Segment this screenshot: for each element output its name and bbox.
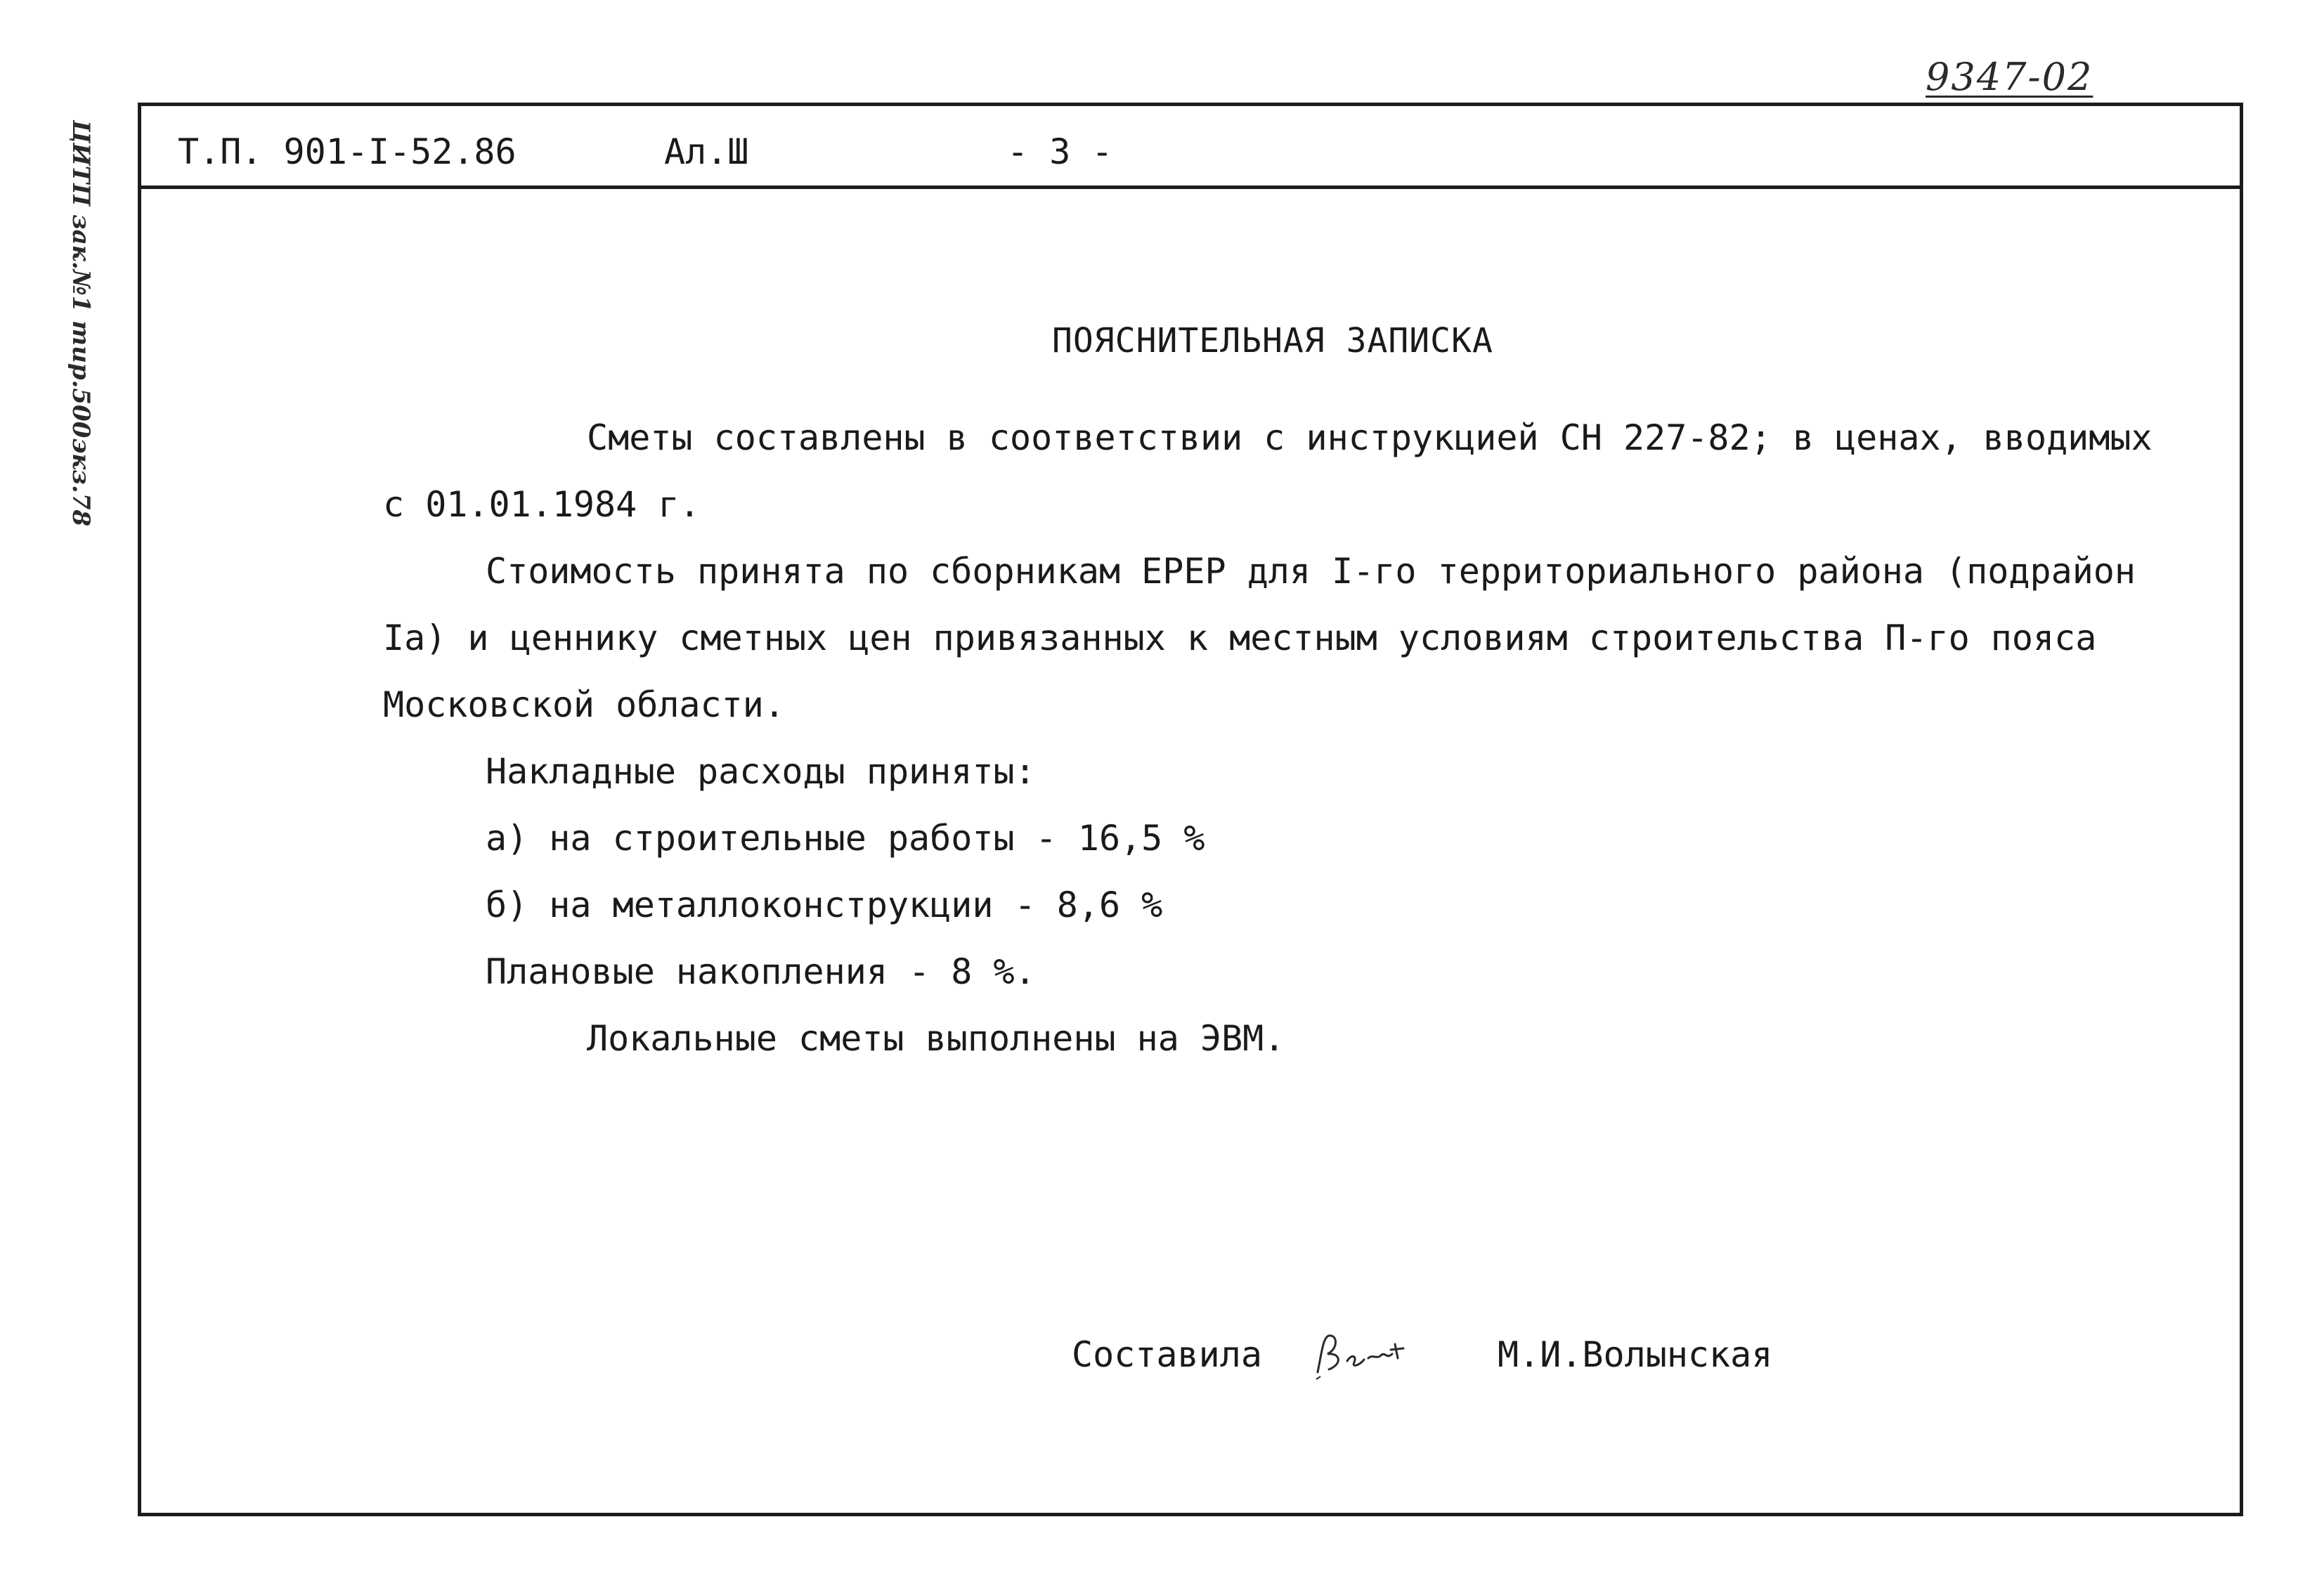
page-number: - 3 -	[1007, 131, 1113, 172]
page-title: ПОЯСНИТЕЛЬНАЯ ЗАПИСКА	[1052, 321, 1493, 360]
note-content	[141, 189, 2240, 1513]
overhead-item-b: б) на металлоконструкции - 8,6 %	[486, 885, 1163, 925]
album-sheet: Ал.Ш	[664, 131, 749, 172]
paragraph-2-line-3: Московской области.	[383, 684, 785, 725]
overhead-heading: Накладные расходы приняты:	[486, 751, 1036, 792]
signature-label: Составила	[1072, 1334, 1262, 1375]
computer-note: Локальные сметы выполнены на ЭВМ.	[587, 1018, 1285, 1059]
page-frame	[138, 103, 2243, 1516]
handwritten-signature	[1308, 1323, 1434, 1386]
paragraph-2-line-2: Iа) и ценнику сметных цен привязанных к местным условиям строительства П-го пояса	[383, 618, 2097, 658]
paragraph-2-line-1: Стоимость принята по сборникам ЕРЕР для I-го территориального района (подрайон	[486, 551, 2136, 592]
paragraph-1-line-1: Сметы составлены в соответствии с инструкцией СН 227-82; в ценах, вводимых	[587, 417, 2153, 458]
side-print-stamp-text: ЦИТП зак.№1 тир.500экз.78	[67, 119, 95, 527]
project-code: Т.П. 901-I-52.86	[178, 131, 517, 172]
document-number: 9347-02	[1926, 55, 2093, 99]
side-print-stamp	[49, 105, 112, 541]
overhead-item-a: а) на строительные работы - 16,5 %	[486, 818, 1205, 859]
planned-savings: Плановые накопления - 8 %.	[486, 951, 1036, 992]
paragraph-1-line-2: с 01.01.1984 г.	[383, 484, 701, 525]
header-row	[141, 106, 2240, 189]
signatory-name: М.И.Волынская	[1498, 1334, 1773, 1375]
